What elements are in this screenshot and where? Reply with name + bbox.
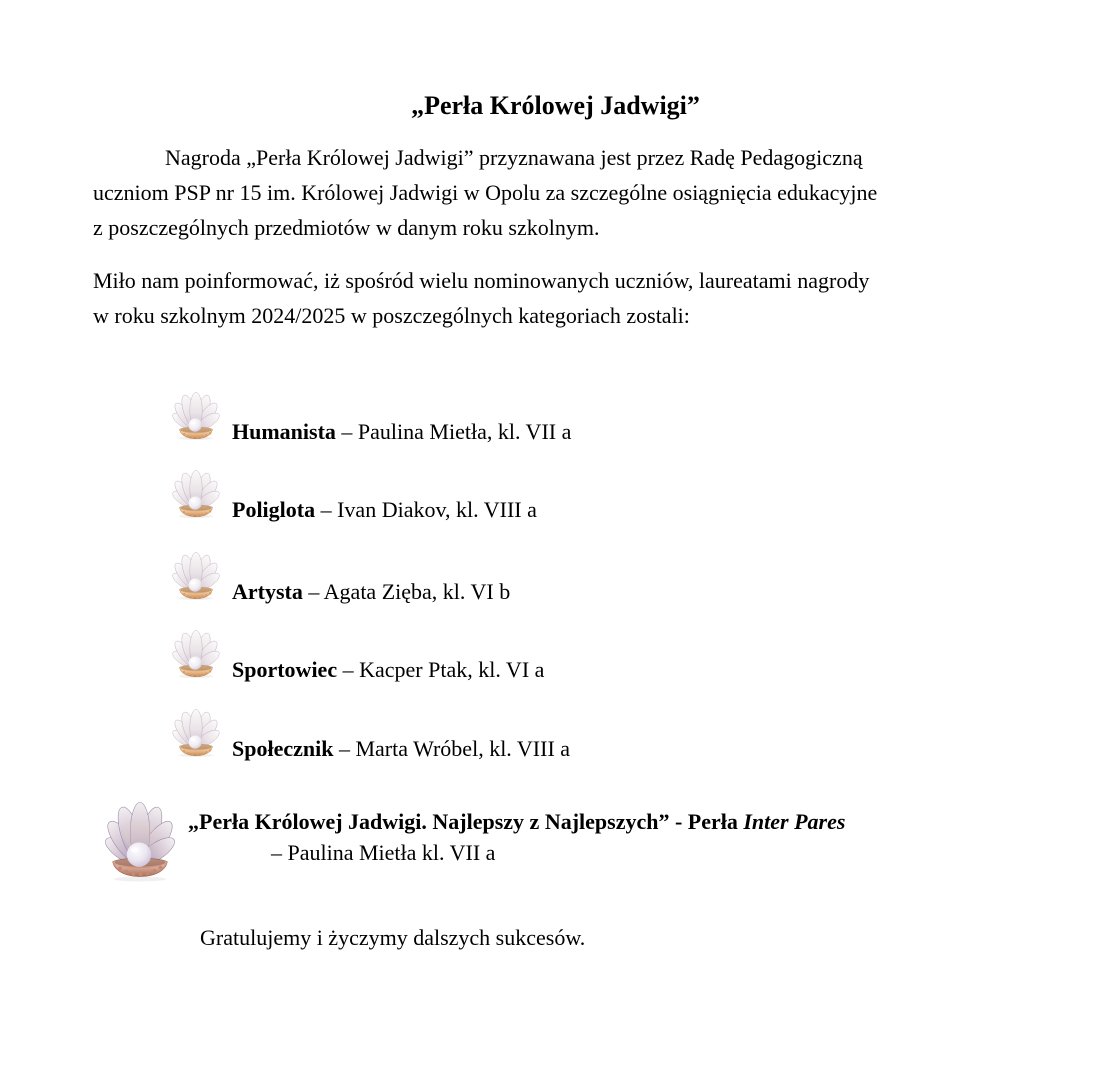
grand-award [188,806,978,868]
award-text [232,419,571,445]
award-recipient: – Ivan Diakov, kl. VIII a [320,497,537,522]
intro-paragraph-line: uczniom PSP nr 15 im. Królowej Jadwigi w Opolu za szczególne osiągnięcia edukacyjne [93,180,878,205]
oyster-pearl-large-icon [101,800,179,882]
award-text [232,579,510,605]
document-title: „Perła Królowej Jadwigi” [411,91,700,120]
award-category: Sportowiec [232,657,338,682]
award-category: Poliglota [232,497,316,522]
announcement-paragraph-line: Miło nam poinformować, iż spośród wielu nominowanych uczniów, laureatami nagrody [93,268,870,293]
award-text [232,657,544,683]
award-category: Artysta [232,579,303,604]
oyster-pearl-icon [171,630,221,678]
oyster-pearl-icon [171,709,221,757]
award-item-artysta [171,550,511,604]
award-recipient: – Paulina Mietła, kl. VII a [341,419,572,444]
award-category: Społecznik [232,736,334,761]
award-category: Humanista [232,419,336,444]
award-item-spolecznik [171,707,571,761]
grand-award-title-italic: Inter Pares [743,809,846,834]
closing-line: Gratulujemy i życzymy dalszych sukcesów. [200,925,586,950]
award-recipient: – Kacper Ptak, kl. VI a [342,657,545,682]
oyster-pearl-icon [171,392,221,440]
intro-paragraph-line: Nagroda „Perła Królowej Jadwigi” przyznawana jest przez Radę Pedagogiczną [165,145,863,170]
award-item-sportowiec [171,628,545,682]
announcement-paragraph-line: w roku szkolnym 2024/2025 w poszczególnych kategoriach zostali: [93,303,690,328]
announcement-paragraph [93,263,983,333]
award-recipient: – Marta Wróbel, kl. VIII a [338,736,571,761]
oyster-pearl-icon [171,552,221,600]
oyster-pearl-icon [171,470,221,518]
grand-award-title-text: „Perła Królowej Jadwigi. Najlepszy z Najlepszych” - Perła [188,809,738,834]
award-text [232,497,537,523]
grand-award-title [188,806,978,837]
award-item-poliglota [171,468,537,522]
award-item-humanista [171,390,572,444]
intro-paragraph-line: z poszczególnych przedmiotów w danym roku szkolnym. [93,215,600,240]
grand-award-recipient: – Paulina Mietła kl. VII a [271,840,496,865]
intro-paragraph [93,140,983,245]
award-text [232,736,570,762]
award-recipient: – Agata Zięba, kl. VI b [308,579,511,604]
